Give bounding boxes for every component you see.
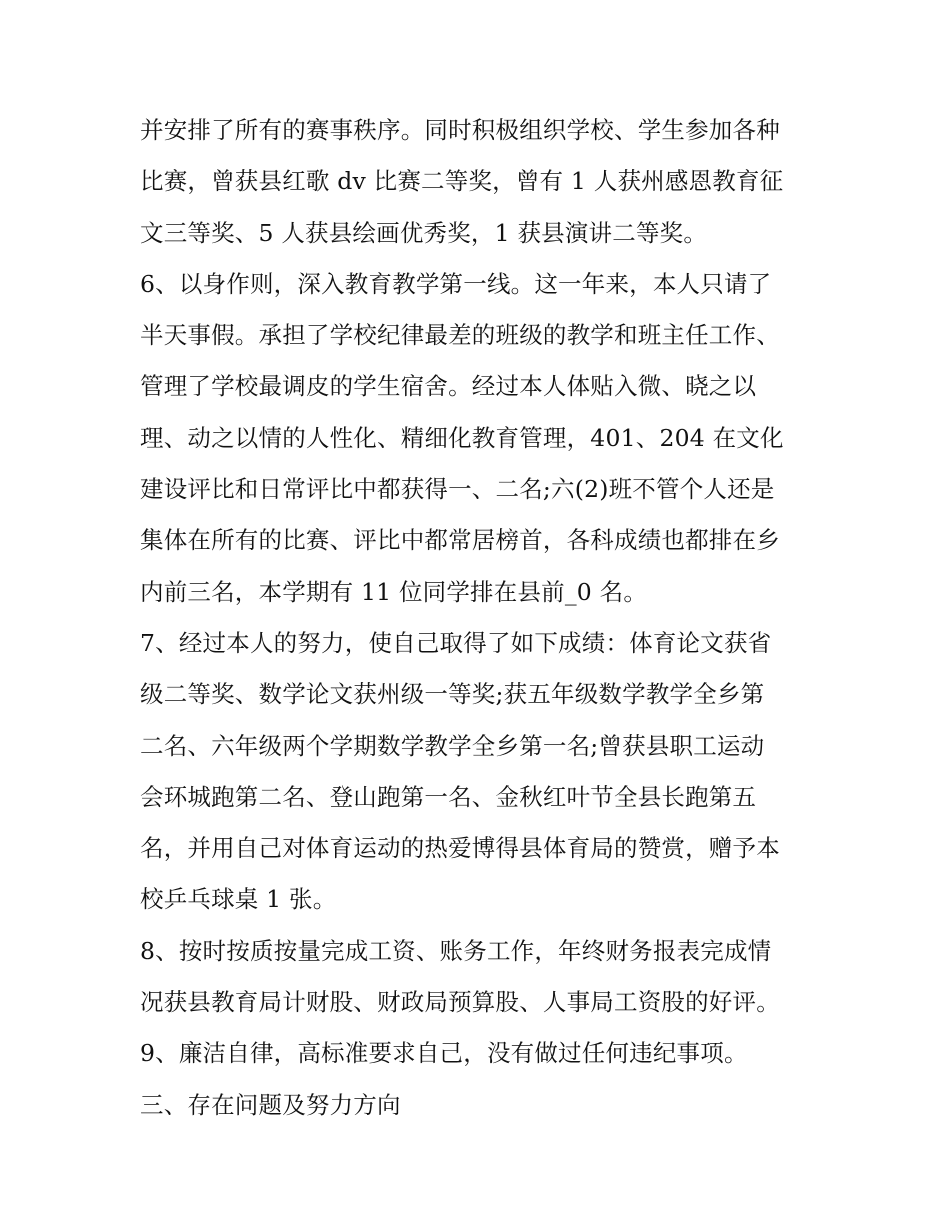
text-line: 集体在所有的比赛、评比中都常居榜首，各科成绩也都排在乡 xyxy=(140,526,780,555)
text-line: 并安排了所有的赛事秩序。同时积极组织学校、学生参加各种 xyxy=(140,116,780,144)
text-line: 理、动之以情的人性化、精细化教育管理，401、204 在文化 xyxy=(140,423,784,452)
text-line: 管理了学校最调皮的学生宿舍。经过本人体贴入微、晓之以 xyxy=(140,372,757,401)
text-line: 文三等奖、5 人获县绘画优秀奖，1 获县演讲二等奖。 xyxy=(140,218,708,247)
text-line: 比赛，曾获县红歌 dv 比赛二等奖，曾有 1 人获州感恩教育征 xyxy=(140,167,784,196)
text-line: 况获县教育局计财股、财政局预算股、人事局工资股的好评。 xyxy=(140,988,780,1017)
text-line: 名，并用自己对体育运动的热爱博得县体育局的赞赏，赠予本 xyxy=(140,834,780,863)
text-line: 6、以身作则，深入教育教学第一线。这一年来，本人只请了 xyxy=(140,269,772,298)
document-body xyxy=(140,105,820,1131)
text-line: 内前三名，本学期有 11 位同学排在县前_0 名。 xyxy=(140,577,648,606)
text-line: 会环城跑第二名、登山跑第一名、金秋红叶节全县长跑第五 xyxy=(140,782,757,811)
text-line: 9、廉洁自律，高标准要求自己，没有做过任何违纪事项。 xyxy=(140,1039,748,1068)
section-heading: 三、存在问题及努力方向 xyxy=(140,1090,401,1119)
text-line: 级二等奖、数学论文获州级一等奖;获五年级数学教学全乡第 xyxy=(140,680,765,709)
text-line: 校乒乓球桌 1 张。 xyxy=(140,885,337,914)
text-line: 半天事假。承担了学校纪律最差的班级的教学和班主任工作、 xyxy=(140,321,780,350)
text-line: 7、经过本人的努力，使自己取得了如下成绩：体育论文获省 xyxy=(140,628,772,657)
text-line: 二名、六年级两个学期数学教学全乡第一名;曾获县职工运动 xyxy=(140,731,765,760)
text-line: 建设评比和日常评比中都获得一、二名;六(2)班不管个人还是 xyxy=(140,475,775,504)
text-line: 8、按时按质按量完成工资、账务工作，年终财务报表完成情 xyxy=(140,936,772,965)
